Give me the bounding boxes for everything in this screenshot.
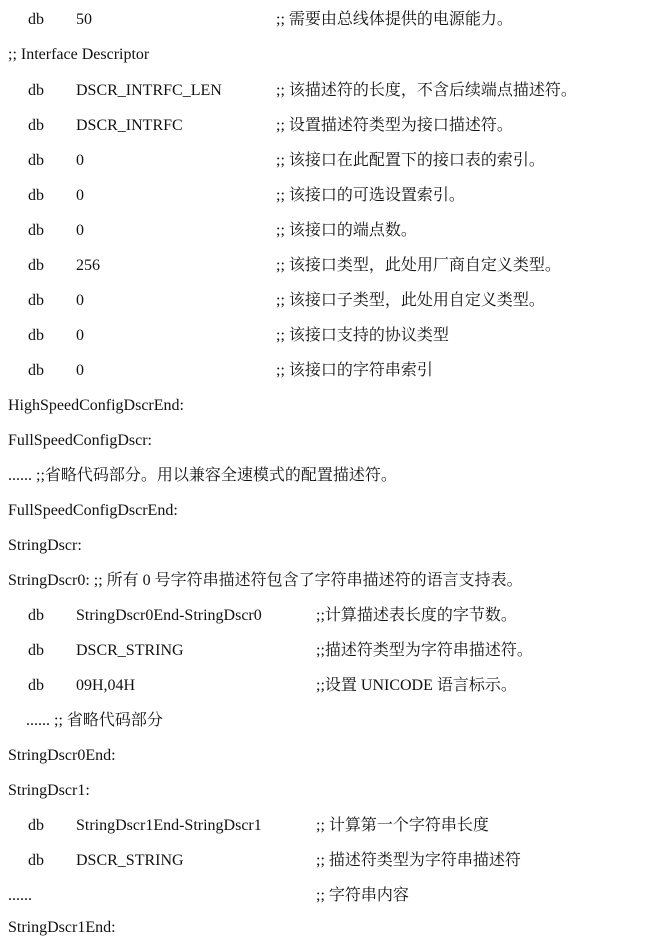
directive-operand: 09H,04H bbox=[76, 677, 136, 694]
directive-keyword: db bbox=[28, 362, 44, 379]
code-label: StringDscr1End: bbox=[8, 919, 116, 936]
directive-operand: 0 bbox=[76, 222, 84, 239]
directive-keyword: db bbox=[28, 607, 44, 624]
directive-keyword: db bbox=[28, 187, 44, 204]
omitted-code-note: ...... ;; 省略代码部分 bbox=[26, 712, 163, 729]
directive-operand: 0 bbox=[76, 292, 84, 309]
directive-keyword: db bbox=[28, 677, 44, 694]
directive-operand: StringDscr0End-StringDscr0 bbox=[76, 607, 262, 624]
code-comment: ;; 该描述符的长度，不含后续端点描述符。 bbox=[276, 82, 577, 99]
code-comment: ;;描述符类型为字符串描述符。 bbox=[316, 642, 533, 659]
code-comment: ;; 该接口支持的协议类型 bbox=[276, 327, 449, 344]
code-comment: ;; 该接口的字符串索引 bbox=[276, 362, 433, 379]
directive-keyword: db bbox=[28, 222, 44, 239]
directive-keyword: db bbox=[28, 152, 44, 169]
code-comment: ;; 字符串内容 bbox=[316, 887, 409, 904]
directive-operand: DSCR_STRING bbox=[76, 642, 184, 659]
directive-operand: DSCR_INTRFC bbox=[76, 117, 183, 134]
code-label: FullSpeedConfigDscrEnd: bbox=[8, 502, 178, 519]
directive-keyword: db bbox=[28, 11, 44, 28]
code-comment: ;;设置 UNICODE 语言标示。 bbox=[316, 677, 517, 694]
directive-operand: 256 bbox=[76, 257, 100, 274]
directive-keyword: db bbox=[28, 82, 44, 99]
code-comment: ;; 该接口的端点数。 bbox=[276, 222, 417, 239]
directive-keyword: db bbox=[28, 257, 44, 274]
code-comment: ;;计算描述表长度的字节数。 bbox=[316, 607, 517, 624]
code-comment: ;; 计算第一个字符串长度 bbox=[316, 817, 489, 834]
omitted-code-note: ...... bbox=[8, 887, 32, 904]
code-comment: ;; 需要由总线体提供的电源能力。 bbox=[276, 11, 513, 28]
code-label: StringDscr1: bbox=[8, 782, 90, 799]
directive-operand: 0 bbox=[76, 152, 84, 169]
directive-keyword: db bbox=[28, 327, 44, 344]
omitted-code-note: ...... ;;省略代码部分。用以兼容全速模式的配置描述符。 bbox=[8, 467, 397, 484]
code-comment: ;; 该接口的可选设置索引。 bbox=[276, 187, 465, 204]
directive-operand: 0 bbox=[76, 362, 84, 379]
code-comment: ;; 设置描述符类型为接口描述符。 bbox=[276, 117, 513, 134]
directive-operand: 0 bbox=[76, 327, 84, 344]
directive-keyword: db bbox=[28, 852, 44, 869]
directive-keyword: db bbox=[28, 817, 44, 834]
directive-operand: 0 bbox=[76, 187, 84, 204]
code-comment: ;; 描述符类型为字符串描述符 bbox=[316, 852, 521, 869]
code-comment: ;; 该接口类型，此处用厂商自定义类型。 bbox=[276, 257, 561, 274]
directive-operand: StringDscr1End-StringDscr1 bbox=[76, 817, 262, 834]
code-label: FullSpeedConfigDscr: bbox=[8, 432, 152, 449]
directive-keyword: db bbox=[28, 292, 44, 309]
code-label: StringDscr0End: bbox=[8, 747, 116, 764]
directive-operand: DSCR_STRING bbox=[76, 852, 184, 869]
code-label: StringDscr0: ;; 所有 0 号字符串描述符包含了字符串描述符的语言支持表。 bbox=[8, 572, 523, 589]
directive-keyword: db bbox=[28, 117, 44, 134]
directive-operand: DSCR_INTRFC_LEN bbox=[76, 82, 222, 99]
directive-operand: 50 bbox=[76, 11, 92, 28]
code-comment: ;; 该接口在此配置下的接口表的索引。 bbox=[276, 152, 545, 169]
code-label: StringDscr: bbox=[8, 537, 82, 554]
directive-keyword: db bbox=[28, 642, 44, 659]
section-comment: ;; Interface Descriptor bbox=[8, 46, 150, 63]
code-comment: ;; 该接口子类型，此处用自定义类型。 bbox=[276, 292, 545, 309]
code-label: HighSpeedConfigDscrEnd: bbox=[8, 397, 184, 414]
